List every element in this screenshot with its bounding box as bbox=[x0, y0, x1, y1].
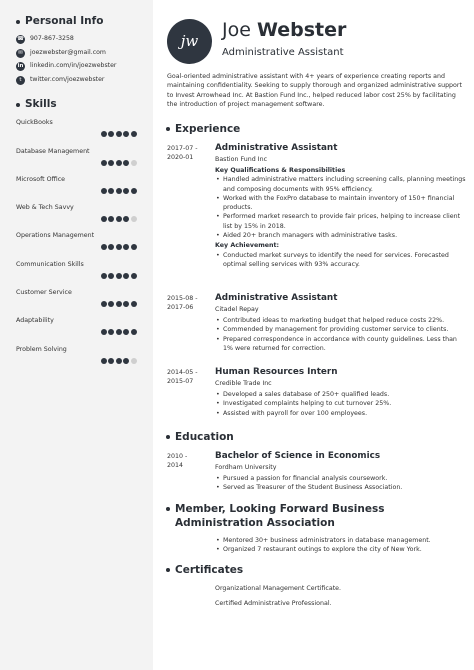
skill-dot-filled bbox=[108, 358, 114, 364]
skill-dot-empty bbox=[131, 216, 137, 222]
job-org: Bastion Fund Inc bbox=[215, 155, 268, 163]
skill-dot-filled bbox=[123, 301, 129, 307]
contact-twitter[interactable] bbox=[16, 76, 143, 85]
twitter-icon: t bbox=[16, 76, 25, 85]
skill-dot-empty bbox=[131, 160, 137, 166]
list-item: • Investigated complaints helping to cut turnover 25%. bbox=[215, 399, 467, 408]
list-item: • Developed a sales database of 250+ qualified leads. bbox=[215, 390, 467, 399]
contact-linkedin-text[interactable]: linkedin.com/in/joezwebster bbox=[30, 62, 117, 70]
skill-item bbox=[16, 260, 143, 288]
summary-text: Goal-oriented administrative assistant with 4+ years of experience creating reports and maintaining confidentiality. Seeking to supply thorough and organized administrative support to Invest Arrowhead Inc. At Bastion Fund Inc., helped reduced labor cost 25% by facilitating the introduction of project management software. bbox=[167, 73, 462, 108]
skill-dot-filled bbox=[101, 188, 107, 194]
skill-dot-filled bbox=[108, 244, 114, 250]
skill-name: Microsoft Office bbox=[16, 175, 66, 183]
skill-dot-filled bbox=[131, 131, 137, 137]
job-body bbox=[215, 293, 467, 353]
skill-name: Adaptability bbox=[16, 317, 54, 325]
skill-name: Communication Skills bbox=[16, 260, 84, 268]
skill-dot-filled bbox=[116, 188, 122, 194]
linkedin-icon: in bbox=[16, 62, 25, 71]
skill-dot-filled bbox=[116, 273, 122, 279]
email-icon: ✉ bbox=[16, 49, 25, 58]
education-bullets bbox=[215, 474, 467, 493]
list-item: • Mentored 30+ business administrators in database management. bbox=[215, 536, 467, 545]
contact-phone bbox=[16, 35, 143, 44]
skill-item bbox=[16, 288, 143, 316]
skill-dot-filled bbox=[131, 244, 137, 250]
skill-dot-filled bbox=[101, 358, 107, 364]
list-item: • Worked with the FoxPro database to maintain inventory of 150+ financial products. bbox=[215, 194, 467, 213]
list-item: • Pursued a passion for financial analysis coursework. bbox=[215, 474, 467, 483]
skill-item bbox=[16, 118, 143, 146]
skill-rating bbox=[99, 216, 137, 222]
monogram-avatar: jw bbox=[167, 19, 212, 64]
certificates-title: Certificates bbox=[175, 564, 244, 576]
skill-dot-filled bbox=[101, 160, 107, 166]
job-bullets bbox=[215, 316, 467, 353]
date-start: 2015-08 - bbox=[167, 295, 198, 302]
skill-dot-filled bbox=[116, 301, 122, 307]
skill-dot-filled bbox=[108, 131, 114, 137]
skills-title: Skills bbox=[25, 98, 57, 110]
heading-bullet bbox=[166, 127, 170, 131]
personal-info-heading bbox=[16, 14, 143, 29]
last-name: Webster bbox=[256, 19, 347, 41]
skill-dot-filled bbox=[108, 160, 114, 166]
skill-item bbox=[16, 147, 143, 175]
personal-info-title: Personal Info bbox=[25, 15, 104, 27]
main-content bbox=[153, 0, 474, 670]
skill-dot-filled bbox=[123, 358, 129, 364]
skills-heading bbox=[16, 97, 143, 112]
skill-dot-filled bbox=[131, 188, 137, 194]
contact-email-text[interactable]: joezwebster@gmail.com bbox=[30, 48, 106, 56]
job-title: Human Resources Intern bbox=[215, 367, 338, 377]
skill-dot-filled bbox=[116, 358, 122, 364]
candidate-name bbox=[222, 19, 346, 42]
skill-dot-filled bbox=[123, 216, 129, 222]
date-start: 2017-07 - bbox=[167, 145, 198, 152]
education-dates bbox=[167, 452, 211, 471]
skill-dot-filled bbox=[108, 301, 114, 307]
skill-rating bbox=[99, 301, 137, 307]
skill-name: QuickBooks bbox=[16, 119, 53, 127]
date-end: 2020-01 bbox=[167, 154, 194, 162]
certificates-heading bbox=[166, 563, 243, 577]
job-title: Administrative Assistant bbox=[222, 47, 344, 58]
skill-name: Operations Management bbox=[16, 232, 95, 240]
heading-bullet bbox=[16, 103, 20, 107]
job-dates bbox=[167, 294, 211, 313]
job-bullets bbox=[215, 390, 467, 418]
skill-rating bbox=[99, 329, 137, 335]
contact-linkedin[interactable] bbox=[16, 62, 143, 71]
list-item: • Contributed ideas to marketing budget that helped reduce costs 22%. bbox=[215, 316, 467, 325]
skill-item bbox=[16, 231, 143, 259]
date-start: 2014-05 - bbox=[167, 369, 198, 376]
education-heading bbox=[166, 430, 234, 444]
contact-email[interactable] bbox=[16, 49, 143, 58]
certificate-item: Organizational Management Certificate. bbox=[215, 585, 342, 592]
job-body bbox=[215, 367, 467, 418]
skill-dot-filled bbox=[123, 188, 129, 194]
first-name: Joe bbox=[222, 19, 251, 41]
skill-item bbox=[16, 345, 143, 373]
skill-dot-filled bbox=[123, 160, 129, 166]
skill-rating bbox=[99, 160, 137, 166]
list-item: • Commended by management for providing customer service to clients. bbox=[215, 325, 467, 334]
certificate-item: Certified Administrative Professional. bbox=[215, 600, 332, 607]
skill-item bbox=[16, 175, 143, 203]
experience-title: Experience bbox=[175, 123, 241, 135]
job-bullets bbox=[215, 175, 467, 240]
sidebar bbox=[0, 0, 153, 670]
contact-phone-text: 907-867-3258 bbox=[30, 35, 74, 43]
skill-dot-filled bbox=[101, 329, 107, 335]
date-start: 2010 - bbox=[167, 453, 188, 460]
skill-dot-filled bbox=[131, 329, 137, 335]
membership-bullets bbox=[215, 536, 467, 555]
skill-name: Web & Tech Savvy bbox=[16, 204, 74, 212]
skill-name: Problem Solving bbox=[16, 345, 67, 353]
heading-bullet bbox=[16, 20, 20, 24]
membership-heading bbox=[166, 502, 466, 530]
skill-dot-filled bbox=[101, 301, 107, 307]
skill-rating bbox=[99, 188, 137, 194]
skill-dot-filled bbox=[116, 216, 122, 222]
skill-item bbox=[16, 203, 143, 231]
job-bullets bbox=[215, 251, 467, 270]
skill-dot-filled bbox=[101, 273, 107, 279]
skill-dot-empty bbox=[131, 358, 137, 364]
skill-rating bbox=[99, 131, 137, 137]
skill-rating bbox=[99, 244, 137, 250]
list-item: • Prepared correspondence in accordance with county guidelines. Less than 1% were returned for correction. bbox=[215, 335, 467, 354]
skill-dot-filled bbox=[123, 131, 129, 137]
list-item: • Served as Treasurer of the Student Business Association. bbox=[215, 483, 467, 492]
heading-bullet bbox=[166, 507, 170, 511]
skill-dot-filled bbox=[108, 216, 114, 222]
skills-list bbox=[16, 118, 143, 373]
education-title: Education bbox=[175, 431, 234, 443]
list-item: • Handled administrative matters including screening calls, planning meetings and composing documents with 95% efficiency. bbox=[215, 175, 467, 194]
heading-bullet bbox=[166, 568, 170, 572]
skill-dot-filled bbox=[108, 273, 114, 279]
skill-name: Database Management bbox=[16, 147, 90, 155]
skill-dot-filled bbox=[101, 131, 107, 137]
skill-dot-filled bbox=[116, 329, 122, 335]
list-item: • Assisted with payroll for over 100 employees. bbox=[215, 409, 467, 418]
skill-dot-filled bbox=[123, 273, 129, 279]
date-end: 2017-06 bbox=[167, 304, 194, 312]
degree-title: Bachelor of Science in Economics bbox=[215, 451, 381, 461]
skill-dot-filled bbox=[101, 216, 107, 222]
list-item: • Organized 7 restaurant outings to explore the city of New York. bbox=[215, 545, 467, 554]
skill-dot-filled bbox=[131, 273, 137, 279]
skill-dot-filled bbox=[116, 131, 122, 137]
experience-heading bbox=[166, 122, 240, 136]
list-item: • Conducted market surveys to identify the need for services. Forecasted optimal selling services with 93% accuracy. bbox=[215, 251, 467, 270]
skill-item bbox=[16, 316, 143, 344]
list-item: • Performed market research to provide fair prices, helping to increase client list by 15% in 2018. bbox=[215, 212, 467, 231]
skill-dot-filled bbox=[108, 329, 114, 335]
skill-dot-filled bbox=[123, 329, 129, 335]
date-end: 2015-07 bbox=[167, 378, 194, 386]
skill-dot-filled bbox=[108, 188, 114, 194]
school-name: Fordham University bbox=[215, 463, 277, 471]
skill-dot-filled bbox=[116, 244, 122, 250]
skill-dot-filled bbox=[123, 244, 129, 250]
job-subheading: Key Achievement: bbox=[215, 242, 280, 250]
education-body bbox=[215, 451, 467, 493]
date-end: 2014 bbox=[167, 462, 184, 470]
job-body bbox=[215, 143, 467, 269]
job-org: Credible Trade Inc bbox=[215, 379, 272, 387]
phone-icon: ☎ bbox=[16, 35, 25, 44]
skill-name: Customer Service bbox=[16, 289, 72, 296]
heading-bullet bbox=[166, 435, 170, 439]
skill-rating bbox=[99, 273, 137, 279]
job-title: Administrative Assistant bbox=[215, 293, 338, 303]
skill-dot-filled bbox=[131, 301, 137, 307]
skill-dot-filled bbox=[101, 244, 107, 250]
membership-title: Member, Looking Forward Business Administration Association bbox=[175, 503, 385, 530]
job-title: Administrative Assistant bbox=[215, 143, 338, 153]
contact-twitter-text[interactable]: twitter.com/joezwebster bbox=[30, 76, 105, 83]
membership-body bbox=[215, 536, 467, 555]
job-dates bbox=[167, 368, 211, 387]
job-dates bbox=[167, 144, 211, 163]
skill-dot-filled bbox=[116, 160, 122, 166]
skill-rating bbox=[99, 358, 137, 364]
job-subheading: Key Qualifications & Responsibilities bbox=[215, 167, 346, 175]
list-item: • Aided 20+ branch managers with administrative tasks. bbox=[215, 231, 467, 240]
job-org: Citadel Repay bbox=[215, 305, 259, 313]
